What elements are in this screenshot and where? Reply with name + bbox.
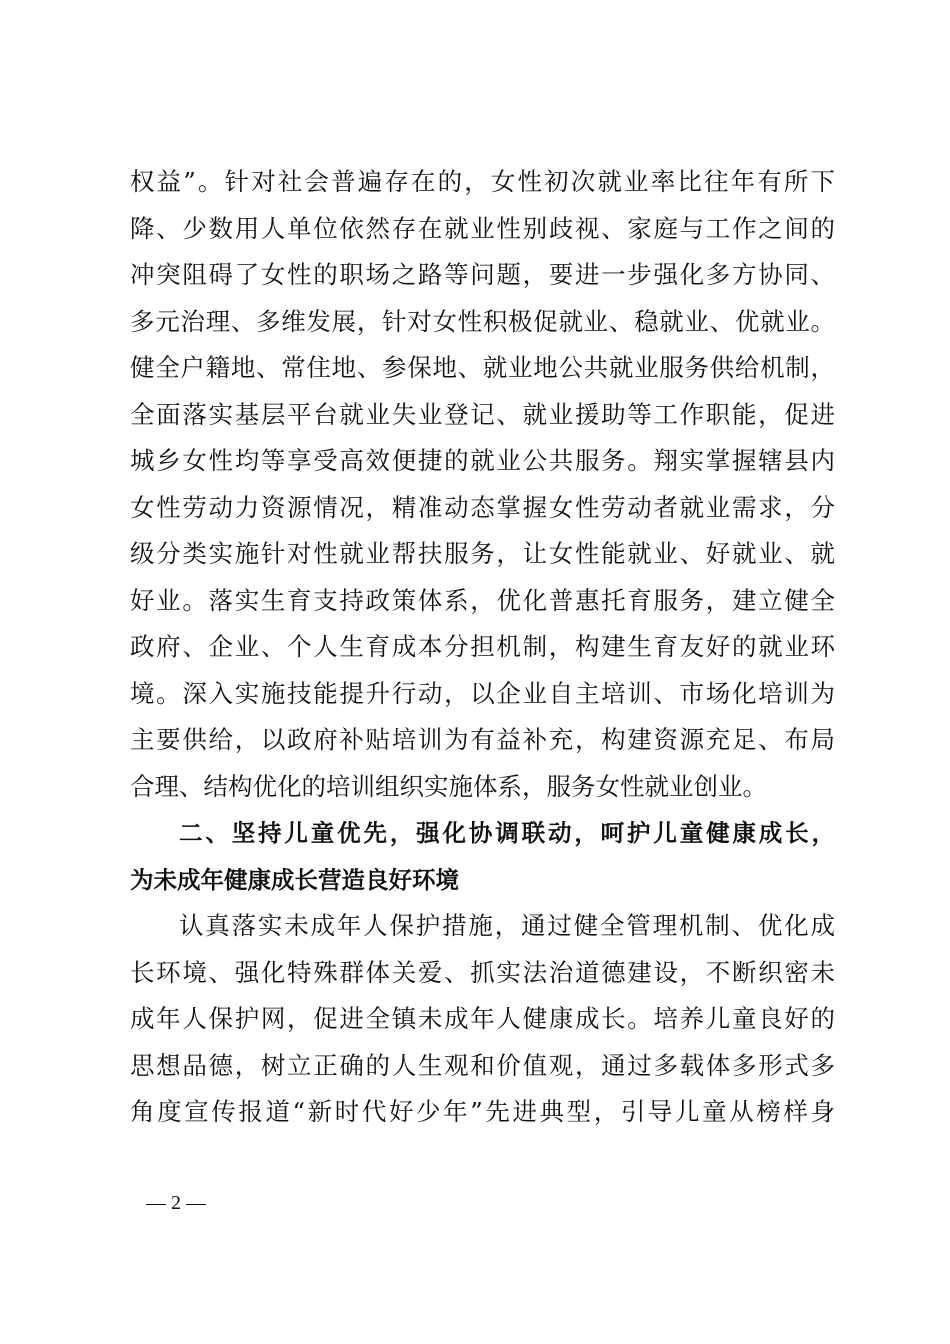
text-line: 思想品德，树立正确的人生观和价值观，通过多载体多形式多 [130,1050,835,1080]
text-line: 好业。落实生育支持政策体系，优化普惠托育服务，建立健全 [130,585,835,615]
paragraph-minor-protection [130,903,835,1136]
text-line: 健全户籍地、常住地、参保地、就业地公共就业服务供给机制， [130,353,835,382]
page-number: — 2 — [146,1192,206,1214]
heading-line: 为未成年健康成长营造良好环境 [130,865,459,894]
section-heading-child-protection [130,810,835,903]
text-line: 政府、企业、个人生育成本分担机制，构建生育友好的就业环 [130,632,835,661]
text-line: 级分类实施针对性就业帮扶服务，让女性能就业、好就业、就 [130,539,835,568]
text-line: 多元治理、多维发展，针对女性积极促就业、稳就业、优就业。 [130,306,835,336]
text-line: 权益”。针对社会普遍存在的，女性初次就业率比往年有所下 [130,167,835,196]
text-line: 主要供给，以政府补贴培训为有益补充，构建资源充足、布局 [130,725,835,754]
text-line: 长环境、强化特殊群体关爱、抓实法治道德建设，不断织密未 [130,957,835,987]
text-line: 降、少数用人单位依然存在就业性别歧视、家庭与工作之间的 [130,213,835,243]
heading-line: 二、坚持儿童优先，强化协调联动，呵护儿童健康成长， [179,819,835,847]
text-line: 冲突阻碍了女性的职场之路等问题，要进一步强化多方协同、 [130,260,835,289]
text-line: 城乡女性均等享受高效便捷的就业公共服务。翔实掌握辖县内 [130,446,835,475]
text-line: 角度宣传报道“新时代好少年”先进典型，引导儿童从榜样身 [130,1097,835,1126]
text-line: 全面落实基层平台就业失业登记、就业援助等工作职能，促进 [130,399,835,429]
text-line: 成年人保护网，促进全镇未成年人健康成长。培养儿童良好的 [130,1004,835,1033]
text-line: 合理、结构优化的培训组织实施体系，服务女性就业创业。 [130,771,767,801]
body-text [130,159,835,1136]
text-line: 认真落实未成年人保护措施，通过健全管理机制、优化成 [179,911,835,940]
paragraph-womens-employment [130,159,835,810]
text-line: 女性劳动力资源情况，精准动态掌握女性劳动者就业需求，分 [130,492,835,522]
text-line: 境。深入实施技能提升行动，以企业自主培训、市场化培训为 [130,678,835,708]
